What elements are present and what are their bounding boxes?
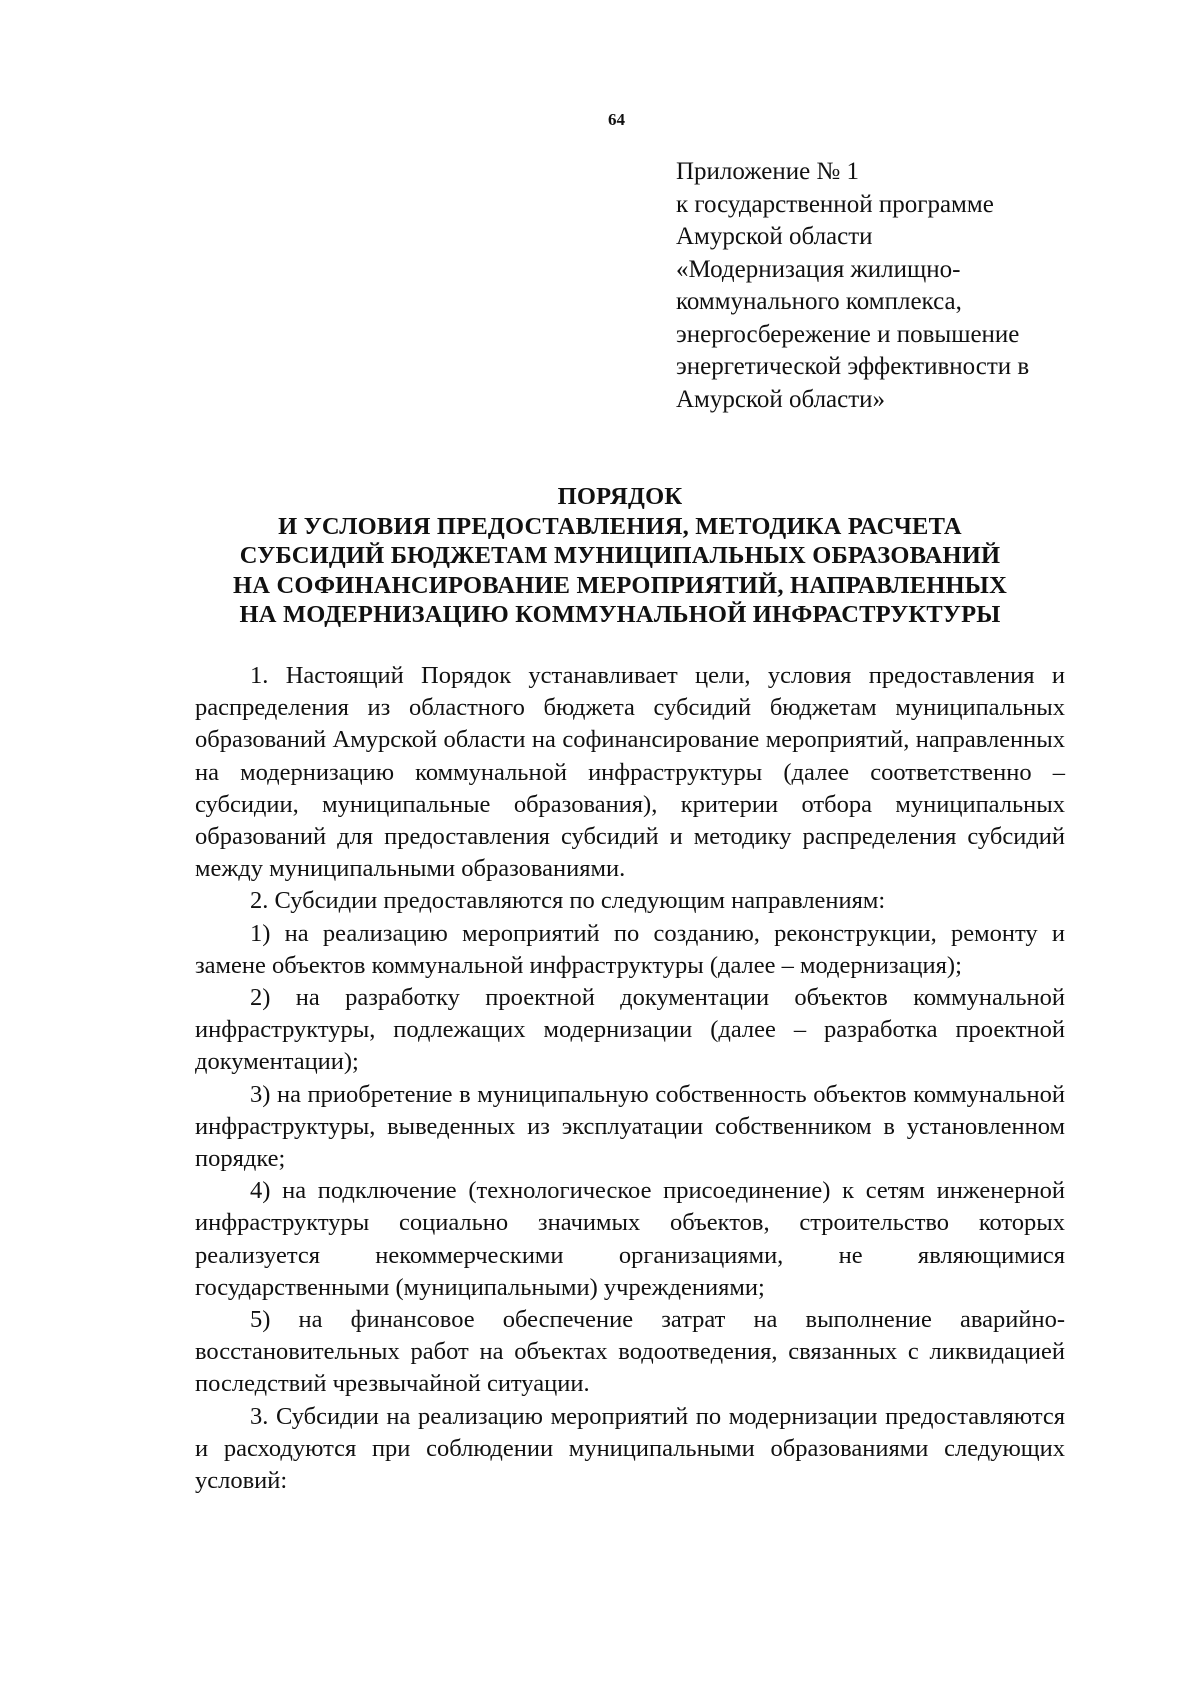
appendix-line: Амурской области [676,223,873,250]
appendix-line: «Модернизация жилищно- [676,255,961,283]
title-line: НА СОФИНАНСИРОВАНИЕ МЕРОПРИЯТИЙ, НАПРАВЛЕННЫХ [233,571,1007,599]
paragraph-3: 3. Субсидии на реализацию мероприятий по модернизации предоставляются и расходуются при соблюдении муниципальными образованиями следующих условий: [195,1402,1065,1495]
appendix-line: энергетической эффективности в [676,353,1030,380]
title-line: И УСЛОВИЯ ПРЕДОСТАВЛЕНИЯ, МЕТОДИКА РАСЧЕТА [278,512,962,540]
paragraph-2-item-5: 5) на финансовое обеспечение затрат на выполнение аварийно-восстановительных работ на объектах водоотведения, связанных с ликвидацией последствий чрезвычайной ситуации. [195,1306,1065,1398]
page-number: 64 [608,110,625,129]
title-line: СУБСИДИЙ БЮДЖЕТАМ МУНИЦИПАЛЬНЫХ ОБРАЗОВАНИЙ [239,542,1001,569]
title-line: НА МОДЕРНИЗАЦИЮ КОММУНАЛЬНОЙ ИНФРАСТРУКТУРЫ [239,601,1001,628]
appendix-line: к государственной программе [676,190,994,218]
paragraph-2-item-2: 2) на разработку проектной документации объектов коммунальной инфраструктуры, подлежащих модернизации (далее – разработка проектной документации); [195,984,1065,1076]
appendix-header [676,156,1146,416]
paragraph-2: 2. Субсидии предоставляются по следующим направлениям: [250,887,886,915]
paragraph-2-item-3: 3) на приобретение в муниципальную собственность объектов коммунальной инфраструктуры, выведенных из эксплуатации собственником в установленном порядке; [195,1080,1065,1173]
appendix-line: коммунального комплекса, [676,288,962,315]
appendix-line: Приложение № 1 [676,158,860,185]
appendix-line: энергосбережение и повышение [676,320,1020,348]
title-line: ПОРЯДОК [557,483,683,510]
document-title [150,482,1090,630]
appendix-line: Амурской области» [676,385,886,413]
document-body [195,660,1065,1497]
paragraph-1: 1. Настоящий Порядок устанавливает цели, условия предоставления и распределения из областного бюджета субсидий бюджетам муниципальных образований Амурской области на софинансирование мероприятий, направленных на модернизацию коммунальной инфраструктуры (далее соответственно – субсидии, муниципальные образования), критерии отбора муниципальных образований для предоставления субсидий и методику распределения субсидий между муниципальными образованиями. [195,662,1065,883]
paragraph-2-item-1: 1) на реализацию мероприятий по созданию, реконструкции, ремонту и замене объектов коммунальной инфраструктуры (далее – модернизация); [195,919,1065,979]
paragraph-2-item-4: 4) на подключение (технологическое присоединение) к сетям инженерной инфраструктуры социально значимых объектов, строительство которых реализуется некоммерческими организациями, не являющимися государственными (муниципальными) учреждениями; [195,1177,1065,1301]
